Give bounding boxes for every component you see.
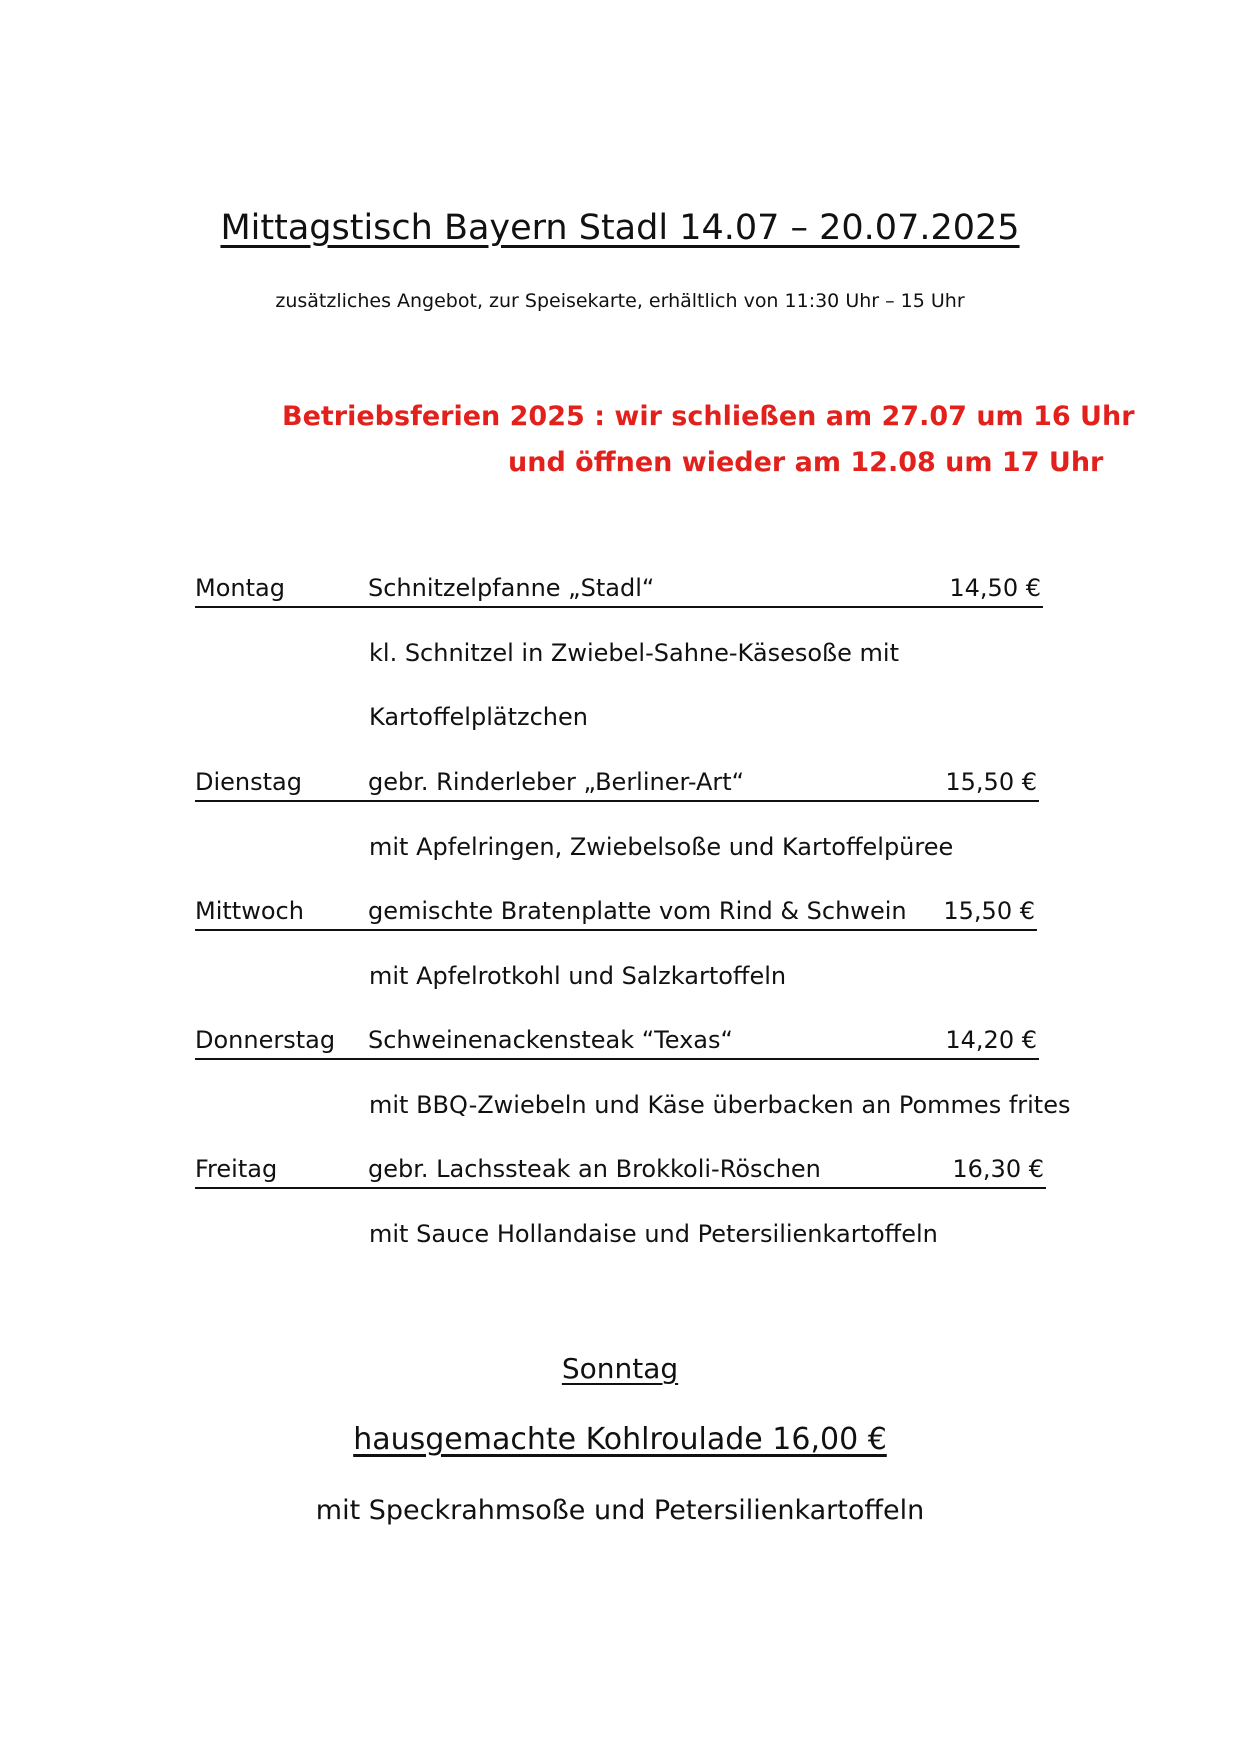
menu-dish: Schweinenackensteak “Texas“ (368, 1026, 733, 1054)
menu-dish: gemischte Bratenplatte vom Rind & Schwein (368, 897, 907, 925)
menu-price: 15,50 € (943, 897, 1035, 925)
sunday-heading: Sonntag (561, 1352, 679, 1385)
menu-description: mit Apfelrotkohl und Salzkartoffeln (369, 962, 787, 990)
menu-row-mittwoch (195, 893, 1037, 931)
menu-price: 14,20 € (945, 1026, 1037, 1054)
page-title: Mittagstisch Bayern Stadl 14.07 – 20.07.2025 (220, 208, 1020, 248)
menu-day: Mittwoch (195, 897, 304, 925)
menu-price: 15,50 € (945, 768, 1037, 796)
menu-description: Kartoffelplätzchen (369, 703, 588, 731)
menu-dish: gebr. Lachssteak an Brokkoli-Röschen (368, 1155, 821, 1183)
menu-row-donnerstag (195, 1022, 1039, 1060)
menu-day: Montag (195, 574, 285, 602)
menu-row-freitag (195, 1151, 1046, 1189)
menu-description: kl. Schnitzel in Zwiebel-Sahne-Käsesoße mit (369, 639, 899, 667)
menu-dish: gebr. Rinderleber „Berliner-Art“ (368, 768, 745, 796)
menu-row-dienstag (195, 764, 1039, 802)
menu-day: Donnerstag (195, 1026, 336, 1054)
sunday-dish: hausgemachte Kohlroulade 16,00 € (353, 1422, 887, 1457)
menu-dish: Schnitzelpfanne „Stadl“ (368, 574, 655, 602)
sunday-description: mit Speckrahmsoße und Petersilienkartoffeln (315, 1495, 925, 1526)
holiday-notice-line-1: Betriebsferien 2025 : wir schließen am 27.07 um 16 Uhr (282, 401, 1135, 432)
menu-day: Freitag (195, 1155, 278, 1183)
holiday-notice-line-2: und öffnen wieder am 12.08 um 17 Uhr (508, 447, 1104, 478)
menu-price: 14,50 € (949, 574, 1041, 602)
menu-description: mit BBQ-Zwiebeln und Käse überbacken an Pommes frites (369, 1091, 1071, 1119)
menu-description: mit Sauce Hollandaise und Petersilienkartoffeln (369, 1220, 938, 1248)
menu-description: mit Apfelringen, Zwiebelsoße und Kartoffelpüree (369, 833, 954, 861)
menu-price: 16,30 € (952, 1155, 1044, 1183)
menu-day: Dienstag (195, 768, 302, 796)
page-subtitle: zusätzliches Angebot, zur Speisekarte, erhältlich von 11:30 Uhr – 15 Uhr (275, 290, 965, 312)
menu-row-montag (195, 570, 1043, 608)
